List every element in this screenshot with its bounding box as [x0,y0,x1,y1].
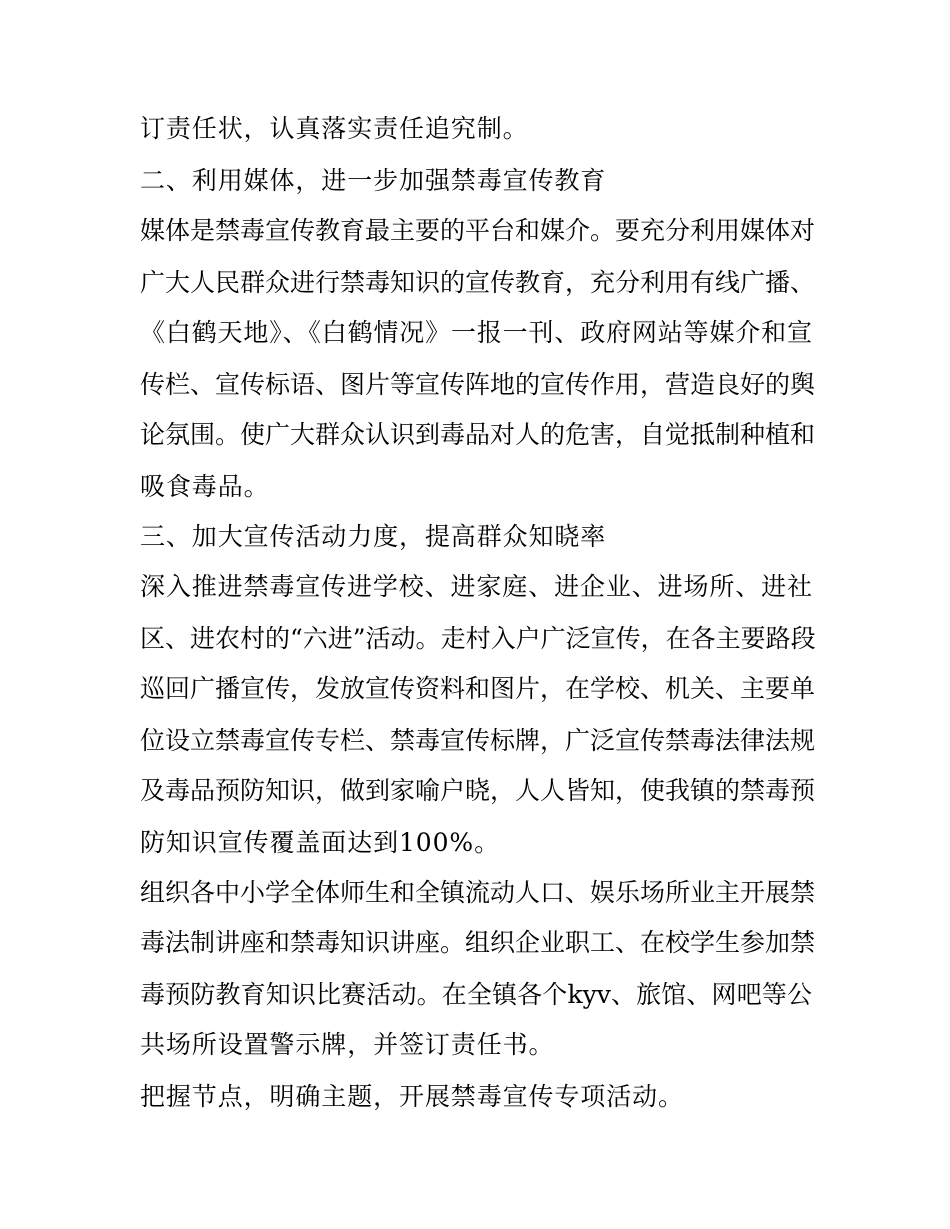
text-line: 媒体是禁毒宣传教育最主要的平台和媒介。要充分利用媒体对 [140,216,816,245]
section-heading: 三、加大宣传活动力度，提高群众知晓率 [140,522,607,551]
text-line: 论氛围。使广大群众认识到毒品对人的危害，自觉抵制种植和 [140,420,816,449]
text-line: 《白鹤天地》、《白鹤情况》一报一刊、政府网站等媒介和宣 [140,318,812,347]
text-line: 深入推进禁毒宣传进学校、进家庭、进企业、进场所、进社 [140,572,812,601]
text-line: 毒预防教育知识比赛活动。在全镇各个kyv、旅馆、网吧等公 [140,980,812,1009]
text-line: 共场所设置警示牌，并签订责任书。 [140,1030,555,1059]
text-line: 毒法制讲座和禁毒知识讲座。组织企业职工、在校学生参加禁 [140,928,816,957]
text-line: 广大人民群众进行禁毒知识的宣传教育，充分利用有线广播、 [140,268,816,297]
text-line: 及毒品预防知识，做到家喻户晓，人人皆知，使我镇的禁毒预 [140,776,816,805]
text-line: 把握节点，明确主题，开展禁毒宣传专项活动。 [140,1082,684,1111]
text-line: 组织各中小学全体师生和全镇流动人口、娱乐场所业主开展禁 [140,878,816,907]
text-line: 巡回广播宣传，发放宣传资料和图片，在学校、机关、主要单 [140,674,816,703]
text-line: 防知识宣传覆盖面达到100%。 [140,828,500,857]
section-heading: 二、利用媒体，进一步加强禁毒宣传教育 [140,166,607,195]
text-line: 区、进农村的“六进”活动。走村入户广泛宣传，在各主要路段 [140,624,816,653]
text-line: 传栏、宣传标语、图片等宣传阵地的宣传作用，营造良好的舆 [140,370,816,399]
text-line: 吸食毒品。 [140,472,270,501]
text-line: 订责任状，认真落实责任追究制。 [140,114,529,143]
text-line: 位设立禁毒宣传专栏、禁毒宣传标牌，广泛宣传禁毒法律法规 [140,726,816,755]
